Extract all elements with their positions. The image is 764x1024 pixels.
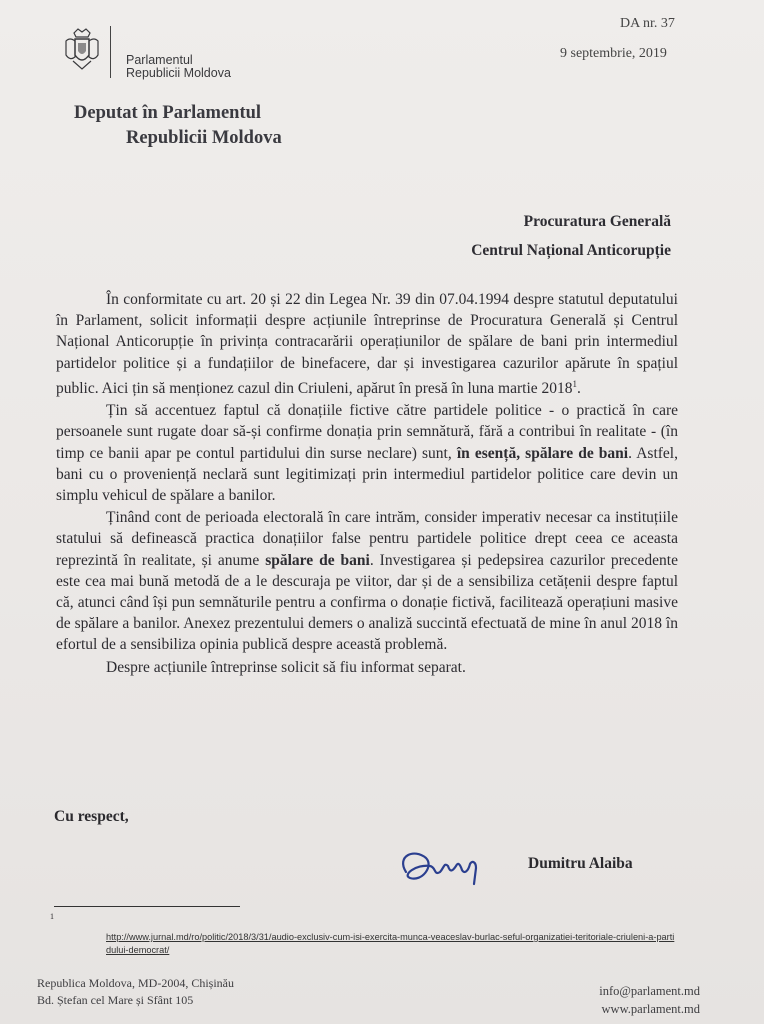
footnote-divider [54, 906, 240, 907]
handwritten-signature [392, 842, 512, 888]
sender-heading [74, 101, 282, 151]
paragraph-1-text: În conformitate cu art. 20 și 22 din Legea Nr. 39 din 07.04.1994 despre statutul deputatului în Parlament, solicit informații despre acțiunile întreprinse de Procuratura Generală și Centrul Național Anticorupție în privința contracarării operațiunilor de spălare de bani prin intermediul partidelor politice și a fundațiilor de binefacere, dar și investigarea cazurilor apărute în spațiul public. Aici țin să menționez cazul din Criuleni, apărut în presă în luna martie 2018 [56, 291, 678, 397]
recipient-line-1: Procuratura Generală [523, 213, 671, 230]
paragraph-2-emphasis: în esență, spălare de bani [456, 444, 629, 462]
logo-line-2: Republicii Moldova [126, 66, 231, 80]
footnote-ref: 1 [572, 378, 578, 389]
paragraph-2-text-b: . Astfel, bani cu o proveniență neclară sunt legitimizați prin intermediul partidelor politice care devin un simplu vehicul de spălare a banilor. [56, 444, 678, 504]
recipient-line-2: Centrul Național Anticorupție [471, 242, 671, 259]
paragraph-3-text-b: . Investigarea și pedepsirea cazurilor precedente este cea mai bună metodă de a le descuraja pe viitor, dar și de a sensibiliza cetățenii despre faptul că, atunci când își pun semnăturile pentru a confirma o donație fictivă, facilitează operațiuni masive de spălare a banilor. Anexez prezentului demers o analiză succintă efectuată de mine în anul 2018 în efortul de a sensibiliza opinia publică despre această problemă. [56, 551, 678, 654]
contact-website[interactable]: www.parlament.md [601, 1002, 700, 1016]
paragraph-3-emphasis: spălare de bani [265, 551, 370, 569]
footnote-link[interactable]: http://www.jurnal.md/ro/politic/2018/3/31/audio-exclusiv-cum-isi-exercita-munca-veaceslav-burlac-seful-organizatiei-teritoriale-criuleni-a-partidului-democrat/ [106, 932, 675, 955]
footer-address [37, 975, 234, 1009]
institution-logo-text [126, 54, 231, 80]
footer-contact [599, 982, 700, 1018]
paragraph-4: Despre acțiunile întreprinse solicit să fiu informat separat. [106, 658, 466, 676]
letter-body [56, 289, 678, 678]
sender-heading-line-2: Republicii Moldova [126, 128, 282, 148]
logo-divider [110, 26, 111, 78]
paragraph-3 [56, 507, 678, 655]
address-line-1: Republica Moldova, MD-2004, Chișinău [37, 976, 234, 990]
document-number: DA nr. 37 [620, 16, 675, 31]
footnote-marker: 1 [50, 912, 54, 921]
sender-heading-line-1: Deputat în Parlamentul [74, 103, 262, 123]
closing-salutation: Cu respect, [54, 808, 129, 825]
paragraph-1-end: . [577, 379, 581, 397]
contact-email[interactable]: info@parlament.md [599, 984, 700, 998]
paragraph-3-text-a: Ținând cont de perioada electorală în care intrăm, consider imperativ necesar ca instituțiile statului să definească practica donațiilor false pentru partidele politice drept ceea ce aceasta reprezintă în realitate, și anume [56, 509, 678, 569]
address-line-2: Bd. Ștefan cel Mare și Sfânt 105 [37, 993, 194, 1007]
signer-name: Dumitru Alaiba [528, 855, 633, 872]
recipient-block [471, 207, 671, 265]
coat-of-arms-icon [64, 27, 100, 71]
document-date: 9 septembrie, 2019 [560, 46, 667, 61]
logo-line-1: Parlamentul [126, 53, 193, 67]
paragraph-2 [56, 400, 678, 506]
paragraph-2-text-a: Țin să accentuez faptul că donațiile fictive către partidele politice - o practică în care persoanele sunt rugate doar să-și confirme donația prin semnătură, fără a contribui în realitate - (în timp ce banii apar pe contul partidului din surse neclare) sunt, [56, 402, 678, 462]
paragraph-1 [56, 289, 678, 399]
